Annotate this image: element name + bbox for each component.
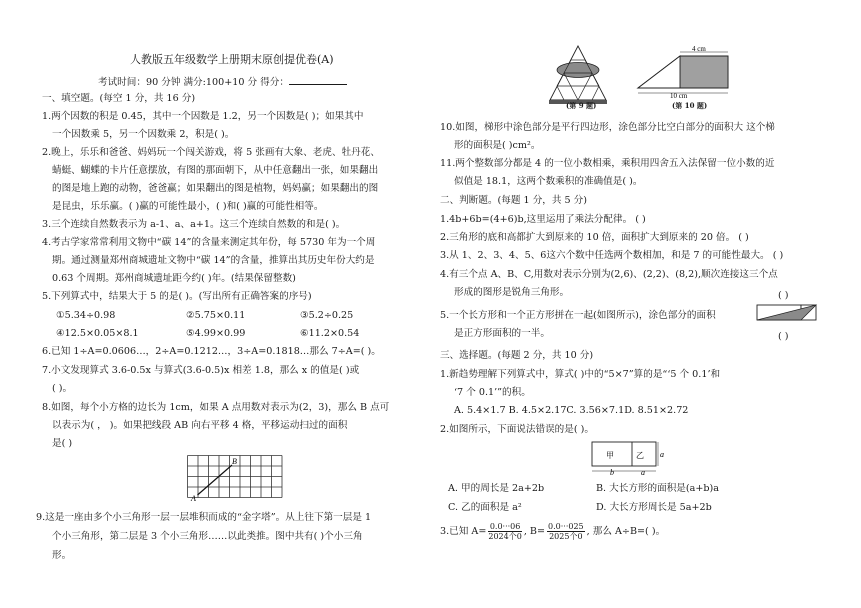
q2-line-4: 是昆虫，乐乐赢。( )赢的可能性最小，( )和( )赢的可能性相等。 [52, 201, 324, 212]
q9-line-1: 9.这是一座由多个小三角形一层一层堆积而成的“金字塔”。从上往下第一层是 1 [36, 512, 372, 523]
q11-line-1: 11.两个整数部分都是 4 的一位小数相乘，乘积用四舍五入法保留一位小数的近 [440, 158, 775, 169]
c2-label-yi: 乙 [636, 451, 644, 460]
choice-2-option-c: C. 乙的面积是 a² [448, 502, 522, 513]
q7-line-2: ( )。 [52, 383, 73, 394]
q9-line-3: 形。 [52, 550, 72, 561]
q5-option-2: ②5.75×0.11 [186, 310, 246, 321]
judge-4-paren[interactable]: ( ) [778, 290, 789, 301]
c2-label-b: b [610, 468, 614, 477]
section-1-heading: 一、填空题。(每空 1 分，共 16 分) [42, 93, 196, 104]
judge-4-line-1: 4.有三个点 A、B、C,用数对表示分别为(2,6)、(2,2)、(8,2),顺次连接这三个点 [440, 269, 778, 280]
q2-line-3: 的图是地上跑的动物，爸爸赢；如果翻出的图是植物，妈妈赢；如果翻出的图 [52, 183, 379, 194]
choice-2-figure [586, 440, 672, 476]
q8-label-b: B [232, 457, 237, 466]
q10-line-2: 形的面积是( )cm²。 [454, 140, 541, 151]
c2-label-a-side: a [660, 450, 664, 459]
q11-line-2: 似值是 18.1，这两个数乘积的准确值是( )。 [454, 176, 643, 187]
c3-mid: , B= [523, 526, 546, 537]
c3-suffix: , 那么 A÷B=( )。 [586, 526, 666, 537]
q8-line-2: 以表示为( ， )。如果把线段 AB 向右平移 4 格，平移运动扫过的面积 [52, 420, 348, 431]
q9-pyramid-figure [548, 44, 608, 106]
q8-line-1: 8.如图，每个小方格的边长为 1cm，如果 A 点用数对表示为(2，3)，那么 B 点可 [42, 402, 390, 413]
judge-5-line-2: 是正方形面积的一半。 [454, 328, 550, 339]
c3-a-denominator: 2024个0 [488, 532, 522, 541]
c3-prefix: 3.已知 A= [440, 526, 487, 537]
choice-3-line [440, 522, 665, 542]
judge-5-line-1: 5.一个长方形和一个正方形拼在一起(如图所示)，涂色部分的面积 [440, 310, 716, 321]
q5-option-4: ④12.5×0.05×8.1 [56, 328, 139, 339]
q1-line-1: 1.两个因数的积是 0.45，其中一个因数是 1.2，另一个因数是( )；如果其中 [42, 111, 364, 122]
q4-line-1: 4.考古学家常常利用文物中“碳 14”的含量来测定其年份，每 5730 年为一个周 [42, 237, 376, 248]
judge-5-paren[interactable]: ( ) [778, 331, 789, 342]
c3-b-denominator: 2025个0 [549, 532, 583, 541]
exam-info-text: 考试时间：90 分钟 满分:100+10 分 得分： [98, 77, 289, 88]
q5-line: 5.下列算式中，结果大于 5 的是( )。(写出所有正确答案的序号) [42, 291, 312, 302]
judge-1: 1.4b+6b=(4+6)b,这里运用了乘法分配律。 ( ) [440, 214, 646, 225]
choice-2-line: 2.如图所示，下面说法错误的是( )。 [440, 424, 595, 435]
q4-line-3: 0.63 个周期。郑州商城遗址距今约( )年。(结果保留整数) [52, 273, 296, 284]
judge-4-line-2: 形成的图形是锐角三角形。 [454, 287, 570, 298]
section-3-heading: 三、选择题。(每题 2 分，共 10 分) [440, 350, 594, 361]
choice-1-options: A. 5.4×1.7 B. 4.5×2.17C. 3.56×7.1D. 8.51×2.72 [454, 405, 689, 416]
q4-line-2: 期。通过测量郑州商城遗址文物中“碳 14”的含量，推算出其历史年份大约是 [52, 255, 375, 266]
fig10-caption: (第 10 题) [672, 101, 708, 110]
q2-line-2: 蜻蜓、蝴蝶的卡片任意摆放，有图的那面朝下，从中任意翻出一张，如果翻出 [52, 165, 379, 176]
c3-b-numerator: 0.0···025 [548, 522, 584, 531]
q8-label-a: A [191, 494, 196, 503]
q10-line-1: 10.如图，梯形中涂色部分是平行四边形，涂色部分比空白部分的面积大 这个梯 [440, 122, 775, 133]
q8-segment-ab [198, 465, 233, 495]
choice-2-option-a: A. 甲的周长是 2a+2b [448, 483, 545, 494]
q1-line-2: 一个因数乘 5，另一个因数乘 2，积是( )。 [52, 129, 235, 140]
c3-fraction-a [488, 522, 521, 541]
q5-option-6: ⑥11.2×0.54 [300, 328, 360, 339]
q6-line: 6.已知 1÷A=0.0606…，2÷A=0.1212…，3÷A=0.1818…那么 7÷A=( )。 [42, 346, 381, 357]
q5-option-3: ③5.2÷0.25 [300, 310, 354, 321]
q9-line-2: 个小三角形，第二层是 3 个小三角形……以此类推。图中共有( )个小三角 [52, 531, 363, 542]
c3-fraction-b [547, 522, 585, 541]
q3-line: 3.三个连续自然数表示为 a-1、a、a+1。这三个连续自然数的和是( )。 [42, 219, 346, 230]
q9-pyramid-oval [557, 63, 599, 78]
q10-shaded-parallelogram [680, 56, 728, 88]
fig9-caption: (第 9 题) [566, 101, 597, 110]
c2-label-a-bottom: a [641, 468, 645, 477]
choice-2-option-b: B. 大长方形的面积是(a+b)a [596, 483, 720, 494]
score-blank[interactable] [289, 74, 347, 85]
choice-1-line-2: ‘7 个 0.1’”的积。 [454, 387, 531, 398]
q5-option-1: ①5.34÷0.98 [56, 310, 116, 321]
c3-a-numerator: 0.0···06 [489, 522, 521, 531]
q10-top-length: 4 cm [692, 45, 706, 53]
judge-2: 2.三角形的底和高都扩大到原来的 10 倍，面积扩大到原来的 20 倍。 ( ) [440, 232, 749, 243]
section-2-heading: 二、判断题。(每题 1 分，共 5 分) [440, 195, 588, 206]
judge-3: 3.从 1、2、3、4、5、6这六个数中任选两个数相加，和是 7 的可能性最大。 ( ) [440, 250, 784, 261]
choice-1-line-1: 1.新趋势理解下列算式中，算式( )中的“5×7”算的是“‘5 个 0.1’和 [440, 369, 721, 380]
choice-2-option-d: D. 大长方形周长是 5a+2b [596, 502, 712, 513]
page-title: 人教版五年级数学上册期末原创提优卷(A) [130, 53, 334, 66]
c2-label-jia: 甲 [606, 451, 614, 460]
q10-trapezoid-figure [632, 45, 742, 100]
q5-option-5: ⑤4.99×0.99 [186, 328, 246, 339]
q8-grid-figure [187, 455, 287, 505]
exam-info [98, 74, 347, 89]
q2-line-1: 2.晚上，乐乐和爸爸、妈妈玩一个闯关游戏，将 5 张画有大象、老虎、牡丹花、 [42, 147, 380, 158]
q8-line-3: 是( ) [52, 438, 73, 449]
judge-5-figure [756, 303, 822, 323]
q7-line-1: 7.小文发现算式 3.6-0.5x 与算式(3.6-0.5)x 相差 1.8，那么 x 的值是( )或 [42, 365, 360, 376]
q10-bottom-length: 10 cm [670, 92, 688, 100]
